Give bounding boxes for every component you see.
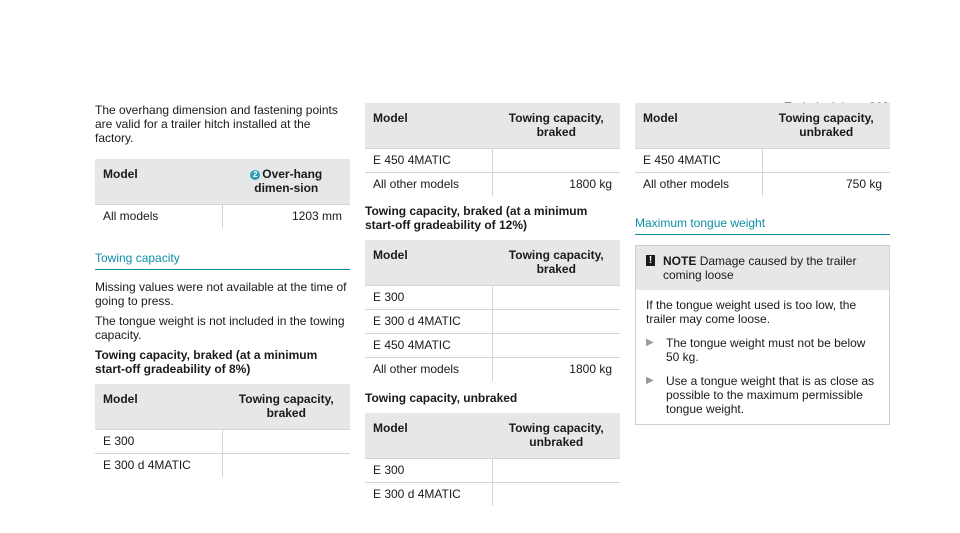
table-header-row — [365, 240, 620, 286]
table-cell — [493, 286, 621, 310]
table-header-row — [365, 103, 620, 149]
table-cell: All other models — [635, 173, 763, 197]
table-cell — [223, 454, 351, 478]
table-cell: 1800 kg — [493, 358, 621, 382]
arrow-right-icon: ▶ — [646, 337, 654, 348]
col-header-model: Model — [365, 103, 493, 149]
table-cell: E 450 4MATIC — [365, 334, 493, 358]
col-header-model: Model — [635, 103, 763, 149]
table-row — [365, 149, 620, 173]
unbraked-table — [365, 413, 620, 506]
table-row — [95, 454, 350, 478]
table-row — [95, 205, 350, 229]
table-cell: E 300 — [365, 286, 493, 310]
bullet-text: The tongue weight must not be below 50 kg. — [666, 336, 866, 364]
table-cell: All other models — [365, 358, 493, 382]
table-cell — [493, 483, 621, 507]
unbraked-table-continued — [635, 103, 890, 196]
overhang-table — [95, 159, 350, 228]
table-header-row — [635, 103, 890, 149]
table-cell — [493, 334, 621, 358]
column-3 — [635, 103, 890, 425]
note-header — [636, 246, 889, 290]
table-cell — [493, 149, 621, 173]
towing-capacity-title: Towing capacity — [95, 251, 350, 270]
overhang-intro: The overhang dimension and fastening points are valid for a trailer hitch installed at the factory. — [95, 103, 338, 145]
table-row — [365, 334, 620, 358]
col-header-towing: Towing capacity, unbraked — [763, 103, 891, 149]
table-row — [365, 173, 620, 197]
list-item — [646, 336, 879, 364]
table-cell — [223, 430, 351, 454]
tongue-weight-info: The tongue weight is not included in the towing capacity. — [95, 314, 345, 342]
table-row — [365, 286, 620, 310]
table-cell: All other models — [365, 173, 493, 197]
reference-marker: 2 — [250, 170, 260, 180]
table-cell: 750 kg — [763, 173, 891, 197]
table-cell: E 300 d 4MATIC — [365, 310, 493, 334]
column-1 — [95, 103, 350, 477]
table-row — [365, 358, 620, 382]
unbraked-heading: Towing capacity, unbraked — [365, 391, 518, 405]
table-cell: E 300 — [365, 459, 493, 483]
braked-8-table — [95, 384, 350, 477]
table-row — [365, 310, 620, 334]
table-cell: E 300 d 4MATIC — [365, 483, 493, 507]
missing-values-text: Missing values were not available at the time of going to press. — [95, 280, 347, 308]
arrow-right-icon: ▶ — [646, 375, 654, 386]
table-row — [365, 459, 620, 483]
braked-12-heading: Towing capacity, braked (at a minimum start-off gradeability of 12%) — [365, 204, 588, 232]
braked-12-table — [365, 240, 620, 381]
list-item — [646, 374, 879, 416]
column-2 — [365, 103, 620, 506]
table-cell: 1800 kg — [493, 173, 621, 197]
table-header-row — [365, 413, 620, 459]
table-cell — [493, 459, 621, 483]
table-cell: E 300 — [95, 430, 223, 454]
col-header-towing: Towing capacity, braked — [493, 240, 621, 286]
table-cell — [493, 310, 621, 334]
col-header-model: Model — [365, 413, 493, 459]
table-cell: E 450 4MATIC — [365, 149, 493, 173]
note-label: NOTE — [663, 254, 697, 268]
note-heading: Damage caused by the trailer coming loose — [663, 254, 857, 282]
max-tongue-weight-title: Maximum tongue weight — [635, 216, 890, 235]
table-row — [95, 430, 350, 454]
note-box — [635, 245, 890, 425]
table-cell: All models — [95, 205, 223, 229]
table-row — [635, 149, 890, 173]
col-header-towing: Towing capacity, braked — [493, 103, 621, 149]
col-header-model: Model — [95, 159, 223, 205]
table-cell: 1203 mm — [223, 205, 351, 229]
col-header-towing: Towing capacity, unbraked — [493, 413, 621, 459]
table-header-row — [95, 384, 350, 430]
col-header-overhang: 2 Over-hang dimen-sion — [223, 159, 351, 205]
braked-8-heading: Towing capacity, braked (at a minimum start-off gradeability of 8%) — [95, 348, 318, 376]
col-header-model: Model — [95, 384, 223, 430]
braked-table-continued — [365, 103, 620, 196]
table-cell — [763, 149, 891, 173]
table-cell: E 450 4MATIC — [635, 149, 763, 173]
col-header-towing: Towing capacity, braked — [223, 384, 351, 430]
warning-icon: ! — [646, 255, 655, 266]
col-header-model: Model — [365, 240, 493, 286]
note-body — [636, 290, 889, 424]
table-header-row — [95, 159, 350, 205]
table-cell: E 300 d 4MATIC — [95, 454, 223, 478]
table-row — [365, 483, 620, 507]
bullet-text: Use a tongue weight that is as close as possible to the maximum permissible tongue weight. — [666, 374, 875, 416]
table-row — [635, 173, 890, 197]
note-text: If the tongue weight used is too low, the trailer may come loose. — [646, 298, 857, 326]
